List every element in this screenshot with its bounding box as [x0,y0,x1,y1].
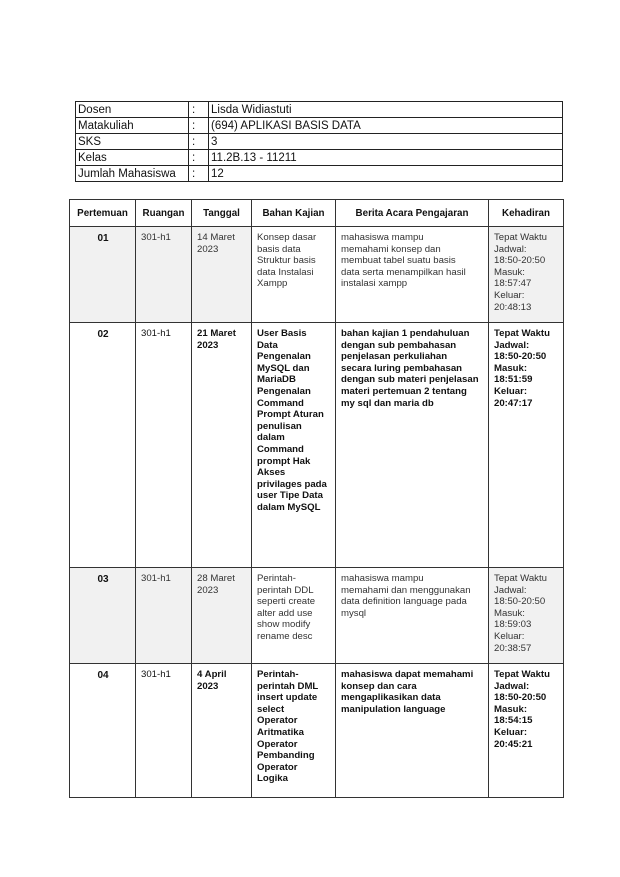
attendance-table [69,199,564,798]
session-number: 03 [70,568,136,664]
info-value: (694) APLIKASI BASIS DATA [209,118,563,134]
material: User Basis Data Pengenalan MySQL dan MariaDB Pengenalan Command Prompt Aturan penulisan dalam Command prompt Hak Akses privilages pada user Tipe Data dalam MySQL [252,323,336,568]
info-value: 11.2B.13 - 11211 [209,150,563,166]
info-separator: : [189,166,209,182]
header-kehadiran: Kehadiran [489,200,564,227]
report: mahasiswa dapat memahami konsep dan cara mengaplikasikan data manipulation language [336,664,489,798]
header-berita-acara: Berita Acara Pengajaran [336,200,489,227]
header-bahan-kajian: Bahan Kajian [252,200,336,227]
attendance: Tepat Waktu Jadwal: 18:50-20:50 Masuk: 18:57:47 Keluar: 20:48:13 [489,227,564,323]
info-value: 3 [209,134,563,150]
info-label: SKS [76,134,189,150]
info-label: Dosen [76,102,189,118]
material: Perintah- perintah DDL seperti create alter add use show modify rename desc [252,568,336,664]
material: Perintah- perintah DML insert update select Operator Aritmatika Operator Pembanding Operator Logika [252,664,336,798]
session-number: 04 [70,664,136,798]
table-header-row [70,200,564,227]
table-row [70,664,564,798]
info-label: Jumlah Mahasiswa [76,166,189,182]
report: mahasiswa mampu memahami konsep dan membuat tabel suatu basis data serta menampilkan hasil instalasi xampp [336,227,489,323]
date: 21 Maret 2023 [192,323,252,568]
header-pertemuan: Pertemuan [70,200,136,227]
info-value: 12 [209,166,563,182]
info-separator: : [189,134,209,150]
attendance: Tepat Waktu Jadwal: 18:50-20:50 Masuk: 18:59:03 Keluar: 20:38:57 [489,568,564,664]
material: Konsep dasar basis data Struktur basis data Instalasi Xampp [252,227,336,323]
table-row [70,227,564,323]
table-row [70,568,564,664]
info-separator: : [189,102,209,118]
room: 301-h1 [136,227,192,323]
session-number: 01 [70,227,136,323]
header-ruangan: Ruangan [136,200,192,227]
date: 14 Maret 2023 [192,227,252,323]
attendance: Tepat Waktu Jadwal: 18:50-20:50 Masuk: 18:51:59 Keluar: 20:47:17 [489,323,564,568]
room: 301-h1 [136,323,192,568]
attendance: Tepat Waktu Jadwal: 18:50-20:50 Masuk: 18:54:15 Keluar: 20:45:21 [489,664,564,798]
info-label: Matakuliah [76,118,189,134]
report: mahasiswa mampu memahami dan menggunakan data definition language pada mysql [336,568,489,664]
info-row-dosen [76,102,563,118]
room: 301-h1 [136,568,192,664]
info-value: Lisda Widiastuti [209,102,563,118]
info-separator: : [189,150,209,166]
date: 4 April 2023 [192,664,252,798]
date: 28 Maret 2023 [192,568,252,664]
info-row-sks [76,134,563,150]
room: 301-h1 [136,664,192,798]
info-label: Kelas [76,150,189,166]
header-tanggal: Tanggal [192,200,252,227]
report: bahan kajian 1 pendahuluan dengan sub pembahasan penjelasan perkuliahan secara luring pembahasan dengan sub materi penjelasan materi pertemuan 2 tentang my sql dan maria db [336,323,489,568]
table-row [70,323,564,568]
session-number: 02 [70,323,136,568]
info-row-kelas [76,150,563,166]
course-info-table [75,101,563,182]
info-row-jumlah-mahasiswa [76,166,563,182]
info-separator: : [189,118,209,134]
info-row-matakuliah [76,118,563,134]
